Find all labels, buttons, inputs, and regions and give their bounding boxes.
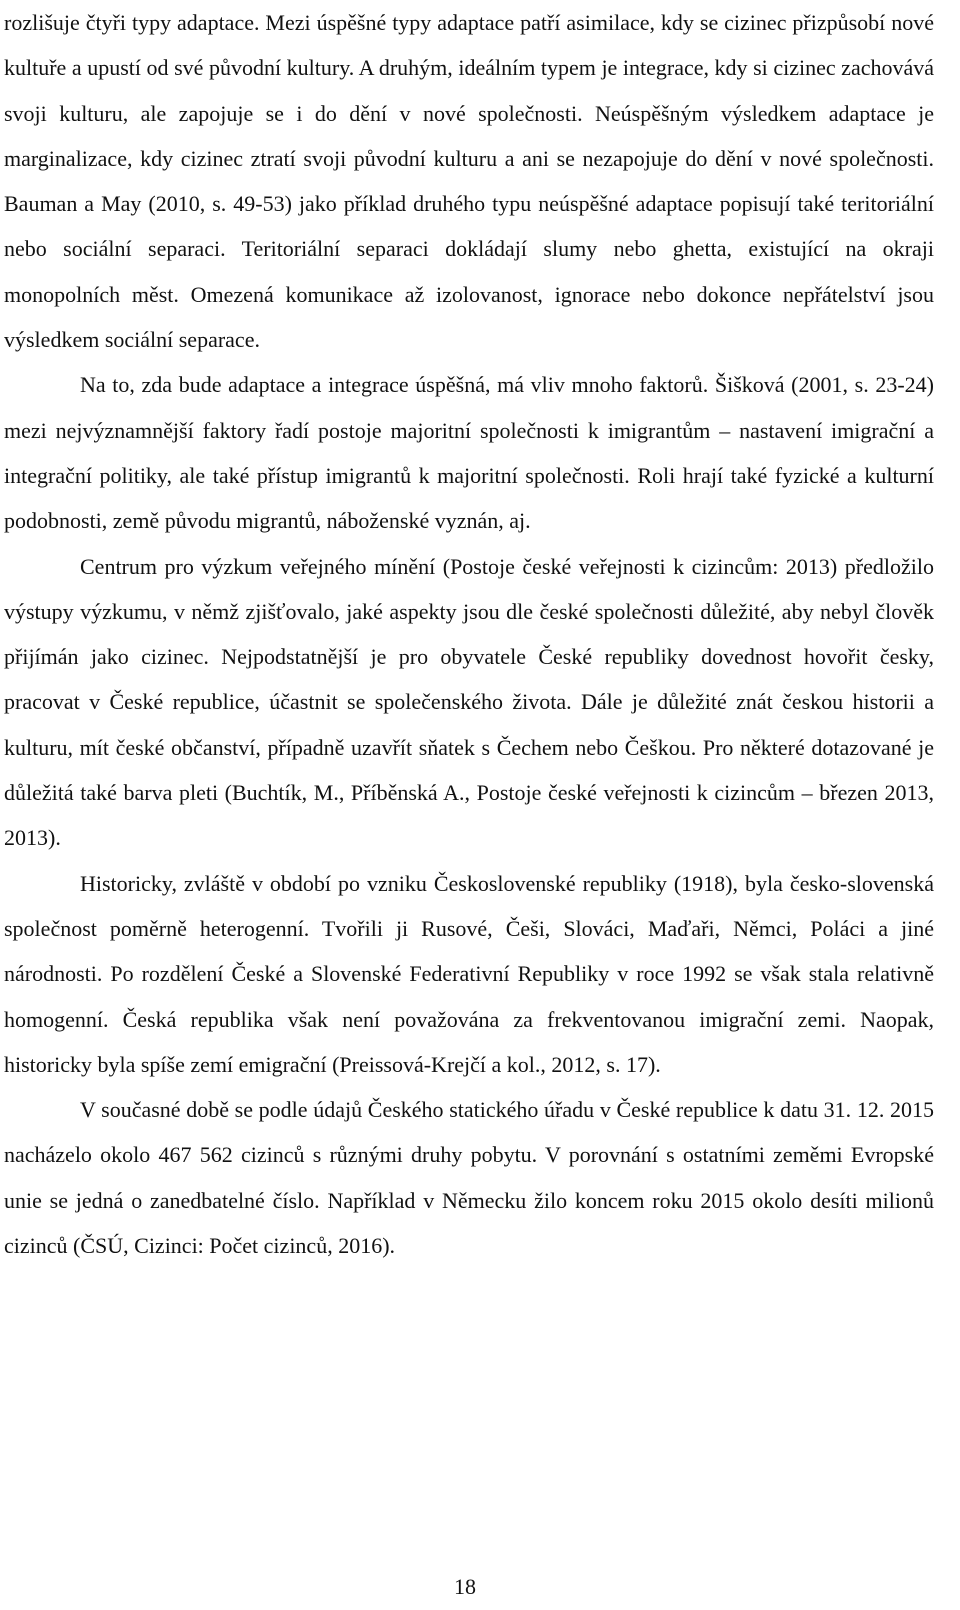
paragraph-adaptation-types: rozlišuje čtyři typy adaptace. Mezi úspěšné typy adaptace patří asimilace, kdy se cizinec přizpůsobí nové kultuře a upustí od své původní kultury. A druhým, ideálním typem je integrace, kdy si cizinec zachovává svoji kulturu, ale zapojuje se i do dění v nové společnosti. Neúspěšným výsledkem adaptace je marginalizace, kdy cizinec ztratí svoji původní kulturu a ani se nezapojuje do dění v nové společnosti. Bauman a May (2010, s. 49-53) jako příklad druhého typu neúspěšné adaptace popisují také teritoriální nebo sociální separaci. Teritoriální separaci dokládají slumy nebo ghetta, existující na okraji monopolních měst. Omezená komunikace až izolovanost, ignorace nebo dokonce nepřátelství jsou výsledkem sociální separace. (4, 10, 934, 353)
document-page (4, 0, 934, 1268)
paragraph-public-opinion-research: Centrum pro výzkum veřejného mínění (Postoje české veřejnosti k cizincům: 2013) předložilo výstupy výzkumu, v němž zjišťovalo, jaké aspekty jsou dle české společnosti důležité, aby nebyl člověk přijímán jako cizinec. Nejpodstatnější je pro obyvatele České republiky dovednost hovořit česky, pracovat v České republice, účastnit se společenského života. Dále je důležité znát českou historii a kulturu, mít české občanství, případně uzavřít sňatek s Čechem nebo Češkou. Pro některé dotazované je důležitá také barva pleti (Buchtík, M., Příběnská A., Postoje české veřejnosti k cizincům – březen 2013, 2013). (4, 553, 934, 851)
paragraph-integration-factors: Na to, zda bude adaptace a integrace úspěšná, má vliv mnoho faktorů. Šišková (2001, s. 23-24) mezi nejvýznamnější faktory řadí postoje majoritní společnosti k imigrantům – nastavení imigrační a integrační politiky, ale také přístup imigrantů k majoritní společnosti. Roli hrají také fyzické a kulturní podobnosti, země původu migrantů, náboženské vyznán, aj. (4, 372, 934, 534)
paragraph-historical-context: Historicky, zvláště v období po vzniku Československé republiky (1918), byla česko-slovenská společnost poměrně heterogenní. Tvořili ji Rusové, Češi, Slováci, Maďaři, Němci, Poláci a jiné národnosti. Po rozdělení České a Slovenské Federativní Republiky v roce 1992 se však stala relativně homogenní. Česká republika však není považována za frekventovanou imigrační zemi. Naopak, historicky byla spíše zemí emigrační (Preissová-Krejčí a kol., 2012, s. 17). (4, 870, 934, 1077)
paragraph-current-statistics: V současné době se podle údajů Českého statického úřadu v České republice k datu 31. 12. 2015 nacházelo okolo 467 562 cizinců s různými druhy pobytu. V porovnání s ostatními zeměmi Evropské unie se jedná o zanedbatelné číslo. Například v Německu žilo koncem roku 2015 okolo desíti milionů cizinců (ČSÚ, Cizinci: Počet cizinců, 2016). (4, 1097, 934, 1259)
page-number: 18 (454, 1574, 476, 1599)
